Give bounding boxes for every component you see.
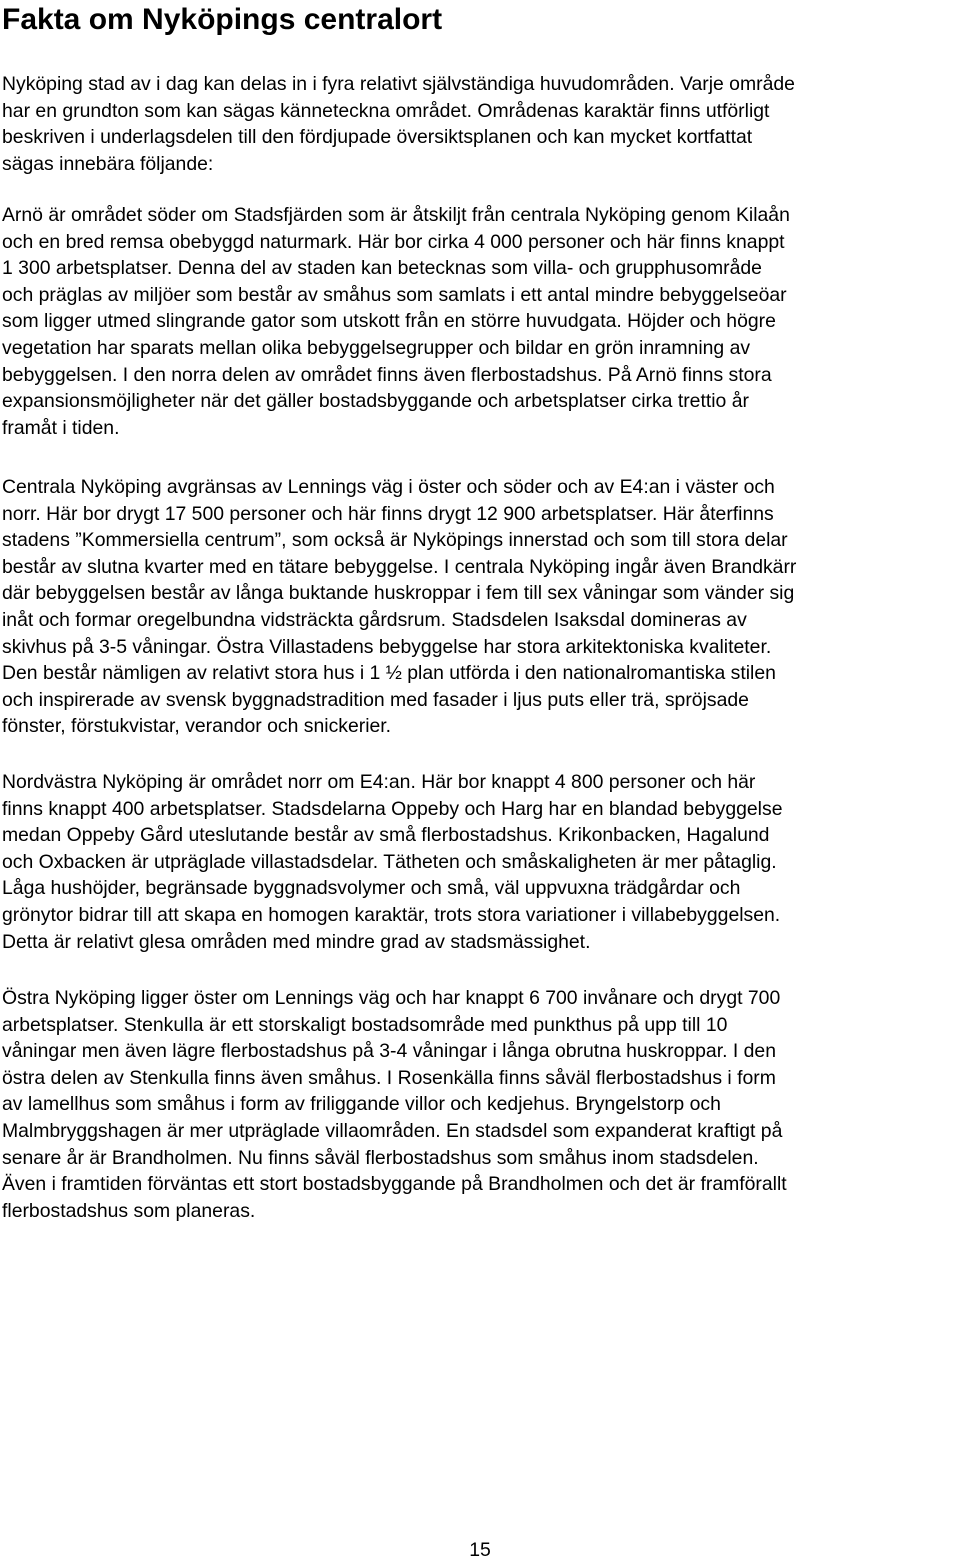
text-line: Detta är relativt glesa områden med mindre grad av stadsmässighet.: [2, 930, 591, 953]
text-line: inåt och formar oregelbundna vidsträckta gårdsrum. Stadsdelen Isaksdal domineras av: [2, 608, 747, 631]
text-line: där bebyggelsen består av långa buktande huskroppar i fem till sex våningar som vänder sig: [2, 582, 795, 605]
text-line: expansionsmöjligheter när det gäller bostadsbyggande och arbetsplatser cirka trettio år: [2, 390, 749, 413]
text-line: Även i framtiden förväntas ett stort bostadsbyggande på Brandholmen och det är framförallt: [2, 1173, 787, 1196]
text-line: grönytor bidrar till att skapa en homogen karaktär, trots stora variationer i villabebyggelsen.: [2, 903, 781, 926]
text-line: och inspirerade av svensk byggnadstradition med fasader i ljus puts eller trä, spröjsade: [2, 688, 749, 711]
paragraph-centrala: [2, 474, 957, 740]
text-line: Arnö är området söder om Stadsfjärden som är åtskiljt från centrala Nyköping genom Kilaån: [2, 204, 790, 226]
text-line: Nordvästra Nyköping är området norr om E4:an. Här bor knappt 4 800 personer och här: [2, 771, 756, 793]
paragraph-arno: [2, 202, 957, 441]
text-line: våningar men även lägre flerbostadshus på 3-4 våningar i långa obrutna huskroppar. I den: [2, 1040, 776, 1063]
text-line: arbetsplatser. Stenkulla är ett storskaligt bostadsområde med punkthus på upp till 10: [2, 1013, 728, 1036]
text-line: och en bred remsa obebyggd naturmark. Här bor cirka 4 000 personer och här finns knappt: [2, 230, 785, 253]
text-line: bebyggelsen. I den norra delen av området finns även flerbostadshus. På Arnö finns stora: [2, 363, 772, 386]
paragraph-nordvastra: [2, 769, 957, 955]
text-line: norr. Här bor drygt 17 500 personer och här finns drygt 12 900 arbetsplatser. Här återfinns: [2, 502, 774, 525]
page-title: Fakta om Nyköpings centralort: [2, 3, 443, 36]
text-line: finns knappt 400 arbetsplatser. Stadsdelarna Oppeby och Harg har en blandad bebyggelse: [2, 797, 783, 820]
text-line: sägas innebära följande:: [2, 152, 214, 175]
text-line: och Oxbacken är utpräglade villastadsdelar. Tätheten och småskaligheten är mer påtaglig.: [2, 850, 777, 873]
text-line: som ligger utmed slingrande gator som utskott från en större huvudgata. Höjder och högre: [2, 310, 776, 333]
text-line: består av slutna kvarter med en tätare bebyggelse. I centrala Nyköping ingår även Brandkärr: [2, 555, 797, 578]
text-line: framåt i tiden.: [2, 416, 120, 439]
text-line: fönster, förstukvistar, verandor och snickerier.: [2, 715, 392, 738]
text-line: av lamellhus som småhus i form av friliggande villor och kedjehus. Bryngelstorp och: [2, 1093, 721, 1116]
paragraph-intro: [2, 71, 957, 177]
text-line: medan Oppeby Gård uteslutande består av små flerbostadshus. Krikonbacken, Hagalund: [2, 824, 770, 847]
text-line: flerbostadshus som planeras.: [2, 1199, 256, 1222]
text-line: Malmbryggshagen är mer utpräglade villaområden. En stadsdel som expanderat kraftigt på: [2, 1119, 783, 1142]
text-line: senare år är Brandholmen. Nu finns såväl flerbostadshus som småhus inom stadsdelen.: [2, 1146, 759, 1169]
text-line: och präglas av miljöer som består av småhus som samlats i ett antal mindre bebyggelseöar: [2, 283, 787, 306]
text-line: Låga hushöjder, begränsade byggnadsvolymer och små, väl uppvuxna trädgårdar och: [2, 877, 741, 900]
text-line: skivhus på 3-5 våningar. Östra Villastadens bebyggelse har stora arkitektoniska kvaliteter.: [2, 635, 772, 658]
text-line: Nyköping stad av i dag kan delas in i fyra relativt självständiga huvudområden. Varje område: [2, 73, 795, 95]
text-line: Den består nämligen av relativt stora hus i 1 ½ plan utförda i den nationalromantiska stilen: [2, 662, 776, 685]
text-line: beskriven i underlagsdelen till den fördjupade översiktsplanen och kan mycket kortfattat: [2, 126, 753, 149]
text-line: har en grundton som kan sägas kännetecknа området. Områdenas karaktär finns utförligt: [2, 99, 770, 122]
text-line: östra delen av Stenkulla finns även småhus. I Rosenkälla finns såväl flerbostadshus i form: [2, 1066, 776, 1089]
text-line: stadens ”Kommersiella centrum”, som också är Nyköpings innerstad och som till stora delar: [2, 529, 788, 552]
text-line: Östra Nyköping ligger öster om Lennings väg och har knappt 6 700 invånare och drygt 700: [2, 987, 781, 1009]
text-line: vegetation har sparats mellan olika bebyggelsegrupper och bildar en grön inramning av: [2, 336, 751, 359]
paragraph-ostra: [2, 985, 957, 1224]
page-number: 15: [469, 1539, 491, 1561]
text-line: 1 300 arbetsplatser. Denna del av staden kan betecknas som villa- och grupphusområde: [2, 257, 762, 280]
text-line: Centrala Nyköping avgränsas av Lennings väg i öster och söder och av E4:an i väster och: [2, 476, 775, 498]
